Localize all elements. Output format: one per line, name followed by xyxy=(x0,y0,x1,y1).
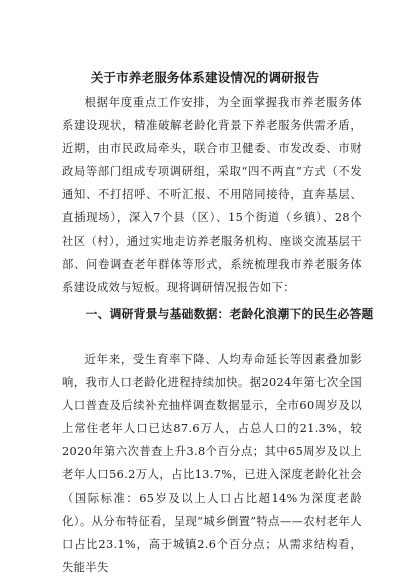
section-heading: 一、调研背景与基础数据：老龄化浪潮下的民生必答题 xyxy=(85,307,374,321)
section-body-paragraph: 近年来，受生育率下降、人均寿命延长等因素叠加影响，我市人口老龄化进程持续加快。据2024年第七次全国人口普查及后续补充抽样调查数据显示，全市60周岁及以上常住老年人口已达87.6万人，占总人口的21.3%，较2020年第六次普查上升3.8个百分点；其中65周岁及以上老年人口56.2万人，占比13.7%，已进入深度老龄化社会（国际标准：65岁及以上人口占比超14%为深度老龄化）。从分布特征看，呈现“城乡倒置”特点——农村老年人口占比23.1%，高于城镇2.6个百分点；从需求结构看，失能半失 xyxy=(62,353,362,574)
intro-paragraph: 根据年度重点工作安排，为全面掌握我市养老服务体系建设现状，精准破解老龄化背景下养老服务供需矛盾，近期，由市民政局牵头，联合市卫健委、市发改委、市财政局等部门组成专项调研组，采取“四不两直”方式（不发通知、不打招呼、不听汇报、不用陪同接待，直奔基层、直插现场），深入7个县（区）、15个街道（乡镇）、28个社区（村），通过实地走访养老服务机构、座谈交流基层干部、问卷调查老年群体等形式，系统梳理我市养老服务体系建设成效与短板。现将调研情况报告如下： xyxy=(62,96,362,294)
document-title: 关于市养老服务体系建设情况的调研报告 xyxy=(90,70,320,85)
